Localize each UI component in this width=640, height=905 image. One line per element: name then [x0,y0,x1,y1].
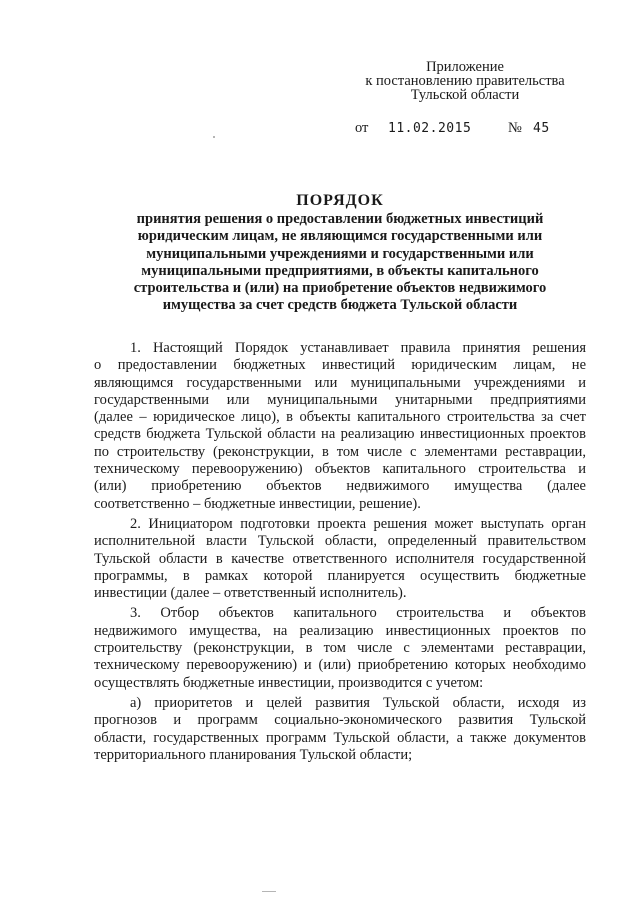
date-prefix-label: от [355,120,369,136]
paragraph-3 [94,605,586,691]
text-line: (далее – юридическое лицо), в объекты капитального строительства за счет [94,409,586,426]
appendix-decree-ref: к постановлению правительства [365,73,565,89]
paragraph-1 [94,340,586,513]
text-line: области, государственных программ Тульской области, а также документов [94,729,586,746]
decree-date-number [355,120,615,138]
text-line: а) приоритетов и целей развития Тульской области, исходя из [130,694,586,711]
subtitle-line: юридическим лицам, не являющимся государственными или [137,228,543,245]
decree-number: 45 [533,121,550,136]
text-line: 2. Инициатором подготовки проекта решения может выступать орган [130,515,586,532]
subtitle-line: муниципальными предприятиями, в объекты капитального [141,262,539,279]
subtitle-line: принятия решения о предоставлении бюджетных инвестиций [136,211,544,227]
appendix-label: Приложение [426,59,504,75]
text-line: (или) приобретению объектов недвижимого имущества (далее [94,478,586,495]
paragraph-3a [94,695,586,764]
paragraph-2 [94,516,586,602]
document-title: ПОРЯДОК [296,192,384,209]
appendix-header [340,60,590,102]
text-line: недвижимого имущества, на реализацию инвестиционных проектов по [94,622,586,639]
text-line: программы, в рамках которой планируется осуществить бюджетные [94,567,586,584]
subtitle-line: имущества за счет средств бюджета Тульской области [162,297,518,314]
appendix-region: Тульской области [410,87,520,103]
text-line: о предоставлении бюджетных инвестиций юридическим лицам, не [94,357,586,374]
text-line: по строительству (реконструкции, в том числе с элементами реставрации, [94,443,586,460]
decree-date: 11.02.2015 [388,121,472,136]
text-line: исполнительной власти Тульской области, определенный правительством [94,533,586,550]
scan-speck [262,891,276,892]
scan-speck [213,136,215,138]
document-subtitle [100,211,580,315]
text-line: строительству (реконструкции, в том числе с элементами реставрации, [94,640,586,657]
text-line: соответственно – бюджетные инвестиции, решение). [94,495,421,512]
text-line: государственными или муниципальными унитарными предприятиями [94,391,586,408]
document-title-block [100,191,580,315]
text-line: 1. Настоящий Порядок устанавливает правила принятия решения [130,340,586,356]
subtitle-line: строительства и (или) на приобретение объектов недвижимого [133,280,547,297]
text-line: техническому перевооружению) объектов капитального строительства и [94,461,586,478]
number-label: № [508,120,522,136]
document-body [94,340,586,764]
subtitle-line: муниципальными учреждениями и государственными или [146,245,534,262]
text-line: инвестиции (далее – ответственный исполнитель). [94,585,407,602]
text-line: 3. Отбор объектов капитального строительства и объектов [130,605,586,622]
text-line: территориального планирования Тульской области; [94,746,413,763]
text-line: осуществлять бюджетные инвестиции, производится с учетом: [94,674,484,691]
text-line: прогнозов и программ социально-экономического развития Тульской [94,712,586,729]
text-line: Тульской области в качестве ответственного исполнителя государственной [94,550,586,567]
text-line: являющимся государственными или муниципальными учреждениями и [94,374,586,391]
text-line: средств бюджета Тульской области на реализацию инвестиционных проектов [94,426,586,443]
text-line: техническому перевооружению) и (или) приобретению которых необходимо [94,657,586,674]
